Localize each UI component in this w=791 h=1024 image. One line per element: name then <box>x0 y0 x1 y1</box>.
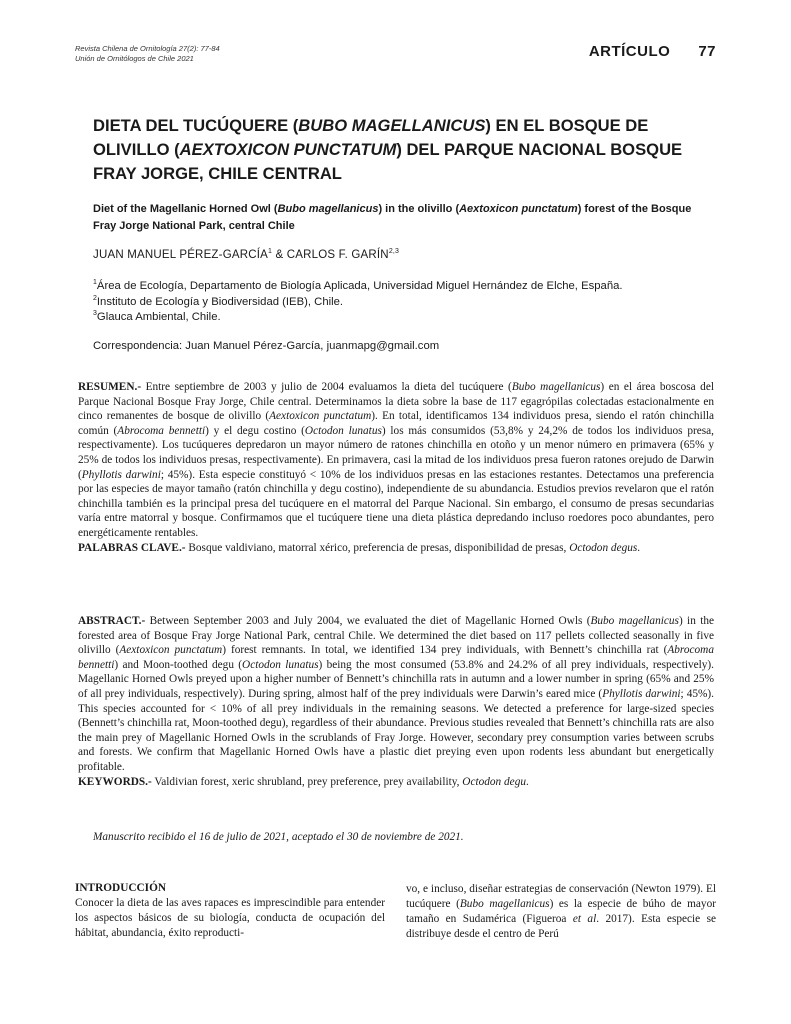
palabras-clave-label: PALABRAS CLAVE.- <box>78 541 186 554</box>
author-affiliation-mark: 2,3 <box>388 248 400 256</box>
article-title-en: Diet of the Magellanic Horned Owl (Bubo magellanicus) in the olivillo (Aextoxicon punctatum) forest of the Bosque Fray Jorge National Park, central Chile <box>93 203 692 232</box>
author-name: CARLOS F. GARÍN <box>286 249 389 261</box>
section-heading-introduccion: INTRODUCCIÓN <box>75 882 167 894</box>
author-affiliation-mark: 1 <box>267 248 273 256</box>
article-title-es: DIETA DEL TUCÚQUERE (BUBO MAGELLANICUS) EN EL BOSQUE DE OLIVILLO (AEXTOXICON PUNCTATUM) DEL PARQUE NACIONAL BOSQUE FRAY JORGE, CHILE CENTRAL <box>93 116 683 183</box>
affiliation-item: $^1$Área de Ecología, Departamento de Biología Aplicada, Universidad Miguel Hernández de Elche, España. <box>93 279 623 292</box>
abstract-paragraph: ABSTRACT.- Between September 2003 and July 2004, we evaluated the diet of Magellanic Horned Owls (Bubo magellanicus) in the forested area of Bosque Fray Jorge National Park, central Chile. We determined the diet based on 117 pellets collected seasonally in five olivillo (Aextoxicon punctatum) forest remnants. In total, we identified 134 prey individuals, with Bennett’s chinchilla rat (Abrocoma bennetti) and Moon-toothed degu (Octodon lunatus) being the most consumed (53.8% and 24.2% of all prey individuals, respectively). Magellanic Horned Owls preyed upon a higher number of Bennett’s chinchilla rats in autumn and a lower number in spring (65% and 25% of all prey individuals, respectively). During spring, almost half of the prey individuals were Darwin’s eared mice (Phyllotis darwini; 45%). This species accounted for < 10% of all prey individuals in the remaining seasons. We detected a preference for large-sized species (Bennett’s chinchilla rat, Moon-toothed degu), regardless of their abundance. Previous studies revealed that Bennett’s chinchilla rats are also the main prey of Magellanic Horned Owls in the scrublands of Fray Jorge. However, secondary prey consumption varies between scrubs and forests. We confirm that Magellanic Horned Owls have a plastic diet preying even upon rodents less abundant but energetically profitable. KEYWORDS.- Valdivian forest, xeric shrubland, prey preference, prey availability, Octodon degu. <box>78 615 715 788</box>
running-header-left <box>75 44 220 64</box>
abstract-label: ABSTRACT.- <box>78 615 146 627</box>
author-name: JUAN MANUEL PÉREZ-GARCÍA <box>93 249 268 261</box>
resumen-paragraph: RESUMEN.- Entre septiembre de 2003 y julio de 2004 evaluamos la dieta del tucúquere (Bubo magellanicus) en el área boscosa del Parque Nacional Bosque Fray Jorge, Chile central. Determinamos la dieta sobre la base de 117 egagrópilas colectadas estacionalmente en cinco remanentes de bosque de olivillo (Aextoxicon punctatum). En total, identificamos 134 individuos presa, siendo el ratón chinchilla común (Abrocoma bennetti) y el degu costino (Octodon lunatus) los más consumidos (53,8% y 24,2% de todos los individuos presa, respectivamente). Los tucúqueres depredaron un mayor número de ratones chinchilla en otoño y un menor número en primavera (65% y 25% de todos los individuos presas, respectivamente). En primavera, casi la mitad de los individuos presa fueron ratones orejudo de Darwin (Phyllotis darwini; 45%). Esta especie constituyó < 10% de los individuos presas en las estaciones restantes. Detectamos una preferencia por las especies de mayor tamaño (ratón chinchilla y degu costino), independiente de su abundancia. Estudios previos revelaron que el ratón chinchilla también es la principal presa del tucúquere en el matorral del Parque Nacional. Sin embargo, el consumo de presas secundarias varía entre matorral y bosque. Confirmamos que el tucúquere tiene una dieta plástica depredando incluso roedores poco abundantes, pero energéticamente rentables. PALABRAS CLAVE.- Bosque valdiviano, matorral xérico, preferencia de presas, disponibilidad de presas, Octodon degus. <box>78 381 715 554</box>
manuscript-dates: Manuscrito recibido el 16 de julio de 2021, aceptado el 30 de noviembre de 2021. <box>93 831 464 843</box>
journal-citation: Revista Chilena de Ornitología 27(2): 77-84 <box>75 44 220 53</box>
species-name: Aextoxicon punctatum <box>459 203 578 215</box>
intro-column-left: Conocer la dieta de las aves rapaces es imprescindible para entender los aspectos básicos de su biología, conducta de ocupación del hábitat, abundancia, éxito reproducti- <box>75 897 385 939</box>
author-list: JUAN MANUEL PÉREZ-GARCÍA$^1$ & CARLOS F. GARÍN$^{2,3}$ <box>93 248 400 261</box>
publisher-line: Unión de Ornitólogos de Chile 2021 <box>75 54 194 63</box>
section-label: ARTÍCULO <box>588 43 671 60</box>
species-name: Bubo magellanicus <box>277 203 379 215</box>
affiliation-item: $^2$Instituto de Ecología y Biodiversidad (IEB), Chile. <box>93 294 344 308</box>
species-name: BUBO MAGELLANICUS <box>298 116 486 135</box>
page-number: 77 <box>698 43 716 60</box>
correspondence-line: Correspondencia: Juan Manuel Pérez-García, juanmapg@gmail.com <box>93 340 440 352</box>
resumen-label: RESUMEN.- <box>78 381 142 393</box>
species-name: AEXTOXICON PUNCTATUM <box>179 140 397 159</box>
keywords-label: KEYWORDS.- <box>78 775 152 788</box>
running-header-right <box>589 43 716 60</box>
affiliation-item: $^3$Glauca Ambiental, Chile. <box>93 310 221 323</box>
intro-column-right: vo, e incluso, diseñar estrategias de conservación (Newton 1979). El tucúquere (Bubo magellanicus) es la especie de búho de mayor tamaño en Sudamérica (Figueroa et al. 2017). Esta especie se distribuye desde el centro de Perú <box>406 883 717 940</box>
affiliations <box>93 279 623 326</box>
